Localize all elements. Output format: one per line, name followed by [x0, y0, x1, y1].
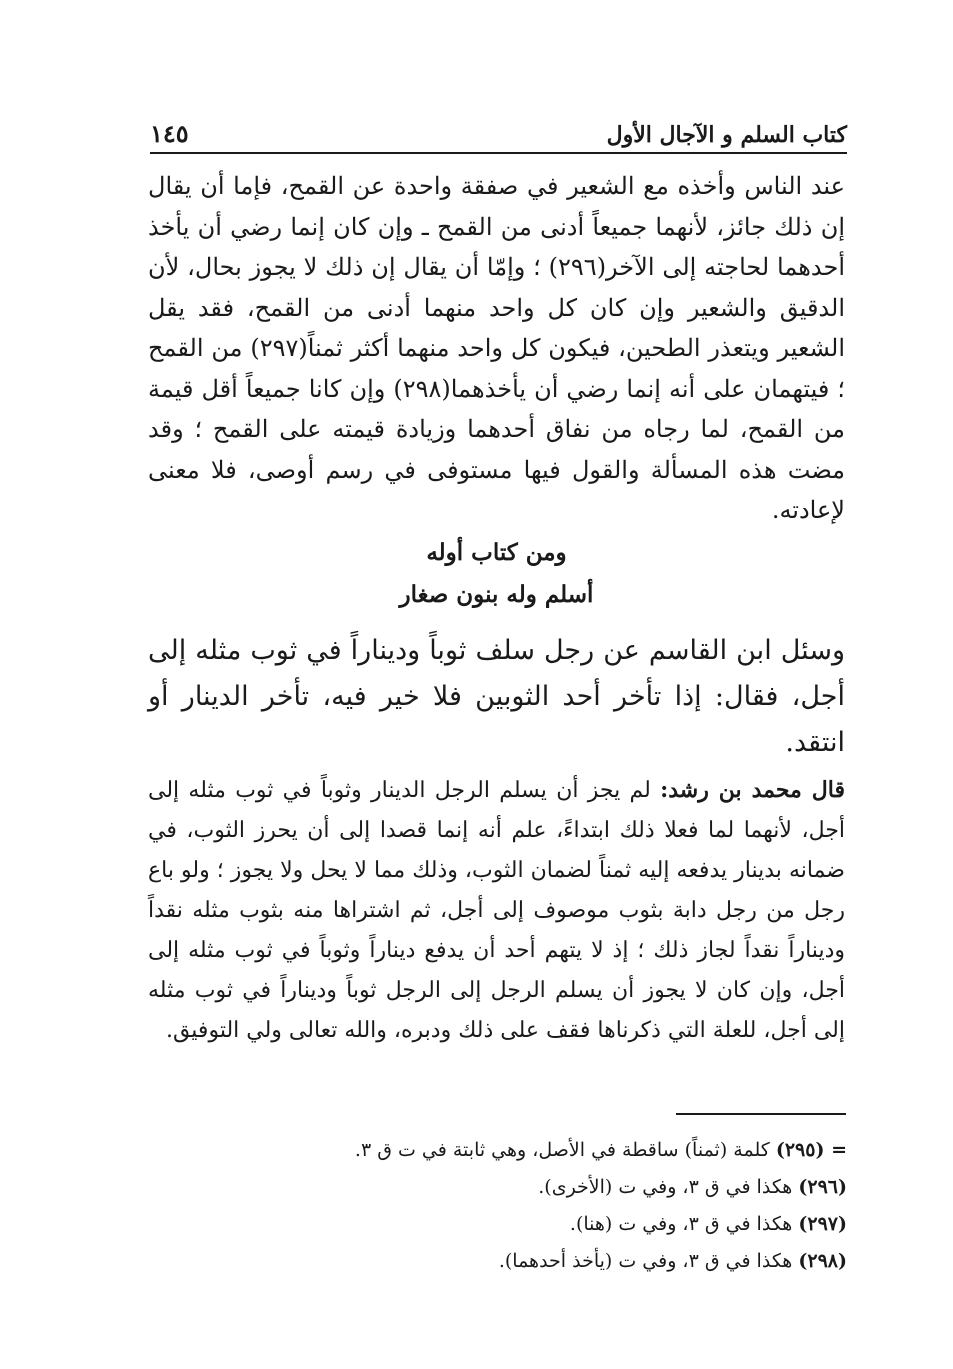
footnote	[148, 1132, 847, 1169]
paragraph-1-text: عند الناس وأخذه مع الشعير في صفقة واحدة عن القمح، فإما أن يقال إن ذلك جائز، لأنهما جميعاً أدنى من القمح ـ وإن كان إنما رضي أن يأخذ أحدهما لحاجته إلى الآخر(٢٩٦) ؛ وإمّا أن يقال إن ذلك لا يجوز بحال، لأن الدقيق والشعير وإن كان كل واحد منهما أدنى من القمح، فقد يقل الشعير ويتعذر الطحين، فيكون كل واحد منهما أكثر ثمناً(٢٩٧) من القمح ؛ فيتهمان على أنه إنما رضي أن يأخذهما(٢٩٨) وإن كانا جميعاً أقل قيمة من القمح، لما رجاه من نفاق أحدهما وزيادة قيمته على القمح ؛ وقد مضت هذه المسألة والقول فيها مستوفى في رسم أوصى، فلا معنى لإعادته.	[148, 172, 846, 524]
section-heading: ومن كتاب أوله	[426, 539, 567, 566]
footnote-number: (٢٩٨)	[798, 1250, 847, 1272]
commentary-text: لم يجز أن يسلم الرجل الدينار وثوباً في ثوب مثله إلى أجل، لأنهما لما فعلا ذلك ابتداءً، علم أنه إنما قصدا إلى أن يحرز الثوب، في ضمانه بدينار يدفعه إليه ثمناً لضمان الثوب، وذلك مما لا يحل ولا يجوز ؛ ولو باع رجل من رجل دابة بثوب موصوف إلى أجل، ثم اشتراها منه بثوب مثله نقداً وديناراً نقداً لجاز ذلك ؛ إذ لا يتهم أحد أن يدفع ديناراً وثوباً في ثوب مثله إلى أجل، وإن كان لا يجوز أن يسلم الرجل إلى الرجل ثوباً وديناراً في ثوب مثله إلى أجل، للعلة التي ذكرناها فقف على ذلك ودبره، والله تعالى ولي التوفيق.	[148, 778, 845, 1043]
footnote-number: = (٢٩٥)	[775, 1139, 847, 1161]
footnote	[148, 1206, 847, 1243]
question-paragraph-text: وسئل ابن القاسم عن رجل سلف ثوباً وديناراً في ثوب مثله إلى أجل، فقال: إذا تأخر أحد الثوبين فلا خير فيه، تأخر الدينار أو انتقد.	[148, 635, 845, 758]
footnote-text: هكذا في ق ٣، وفي ت (الأخرى).	[538, 1176, 793, 1198]
section-subheading: أسلم وله بنون صغار	[399, 581, 594, 608]
paragraph-1	[148, 166, 845, 531]
commentary-speaker: قال محمد بن رشد:	[660, 777, 845, 803]
section-headings	[148, 532, 845, 616]
footnote-text: هكذا في ق ٣، وفي ت (يأخذ أحدهما).	[498, 1250, 793, 1272]
commentary-paragraph	[148, 770, 845, 1051]
running-title: كتاب السلم و الآجال الأول	[606, 122, 847, 148]
footnote-number: (٢٩٦)	[798, 1176, 847, 1198]
footnote-separator	[676, 1113, 846, 1115]
footnote-text: كلمة (ثمناً) ساقطة في الأصل، وهي ثابتة في ت ق ٣.	[354, 1139, 770, 1161]
footnote	[148, 1169, 847, 1206]
question-paragraph	[148, 628, 845, 766]
footnote-text: هكذا في ق ٣، وفي ت (هنا).	[569, 1213, 793, 1235]
footnote-number: (٢٩٧)	[798, 1213, 847, 1235]
footnotes	[148, 1132, 847, 1280]
page-header	[150, 104, 847, 154]
footnote	[148, 1243, 847, 1280]
page-number: ١٤٥	[150, 119, 189, 148]
